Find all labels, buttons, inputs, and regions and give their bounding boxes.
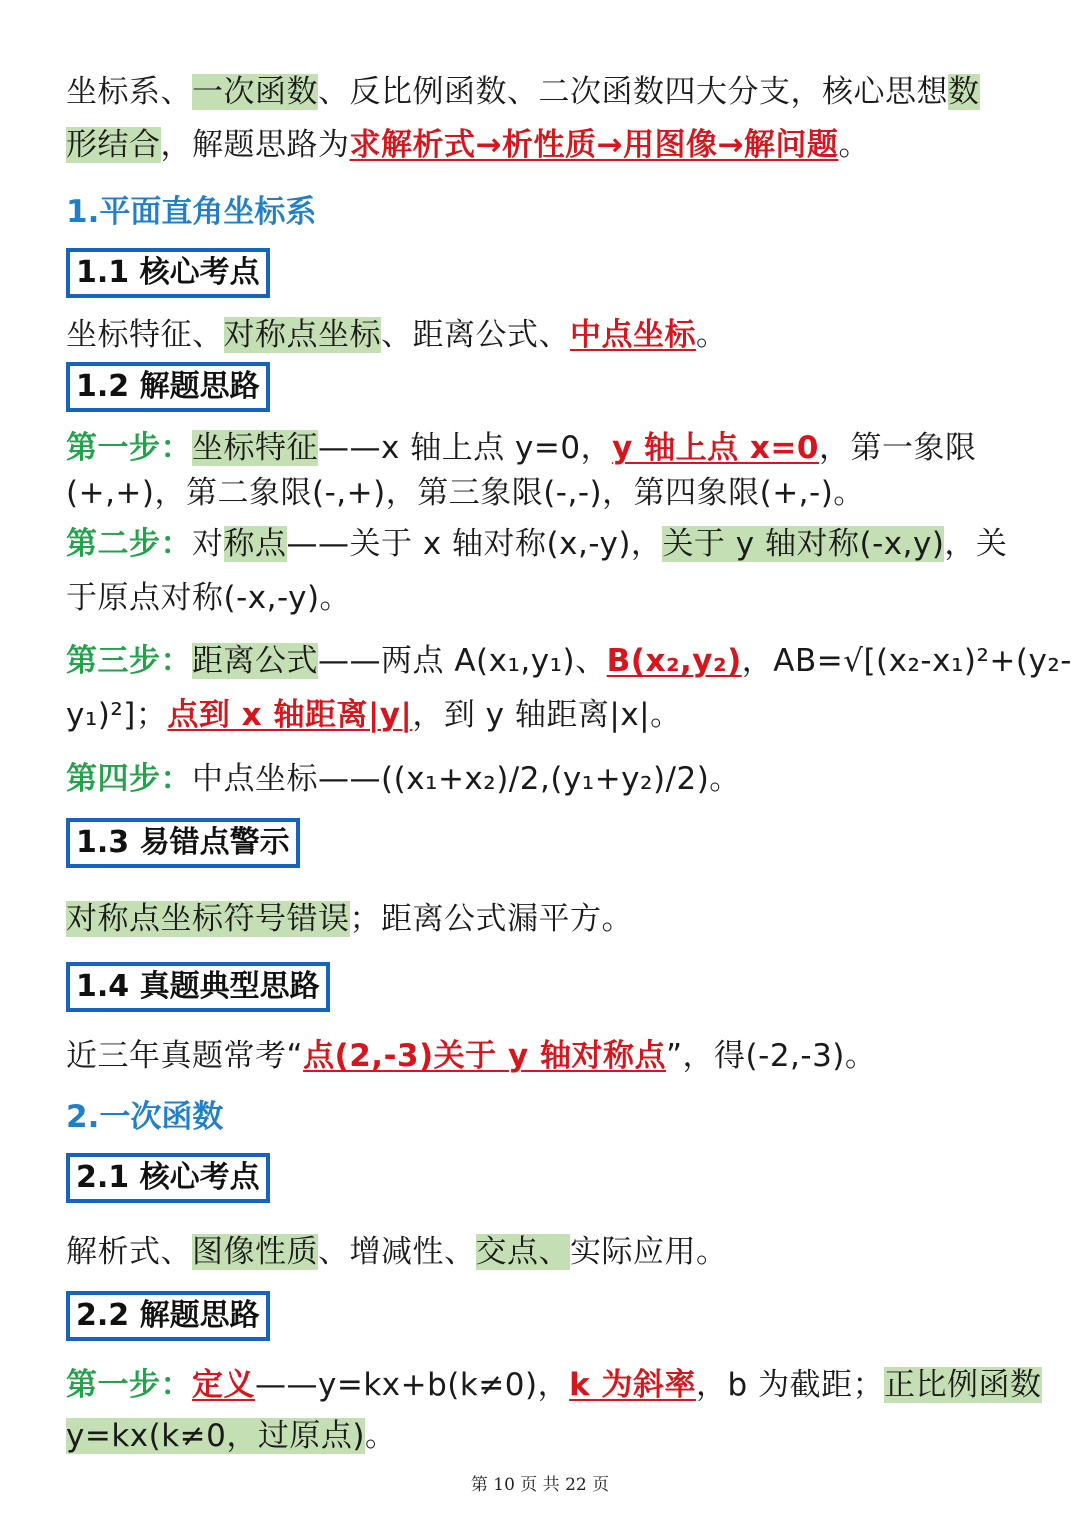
highlight: y=kx(k≠0，过原点) — [66, 1418, 365, 1454]
highlight: 交点、 — [475, 1234, 570, 1270]
section-title-2: 2.一次函数 — [66, 1099, 224, 1135]
subsection-box-1-3: 1.3 易错点警示 — [66, 818, 300, 868]
text: 坐标系、 — [66, 74, 192, 110]
section-title-1: 1.平面直角坐标系 — [66, 194, 317, 230]
text: ——关于 x 轴对称(x,-y)， — [286, 526, 663, 562]
text: 。 — [696, 317, 728, 353]
step-label: 第一步： — [66, 430, 192, 466]
step-label: 第二步： — [66, 526, 192, 562]
highlight: 正比例函数 — [884, 1367, 1042, 1403]
s2-step1-line-2 — [66, 1410, 1020, 1455]
step3-line-1 — [66, 635, 1072, 680]
mistakes-line — [66, 893, 1020, 938]
intro-line-1 — [66, 66, 1020, 111]
step3-line-2 — [66, 689, 1020, 734]
intro-line-2 — [66, 119, 1020, 164]
text: ——x 轴上点 y=0， — [318, 430, 613, 466]
text: ；距离公式漏平方。 — [349, 901, 633, 937]
core-points-line — [66, 309, 1020, 354]
step-label: 第四步： — [66, 761, 192, 797]
text: 坐标特征、 — [66, 317, 224, 353]
emphasis: 定义 — [192, 1367, 255, 1403]
highlight: 形结合 — [66, 127, 161, 163]
s2-step1-line-1 — [66, 1359, 1042, 1404]
subsection-box-2-1: 2.1 核心考点 — [66, 1153, 270, 1203]
highlight: 坐标特征 — [192, 430, 318, 466]
text: ，解题思路为 — [160, 127, 350, 163]
text: ，AB=√[(x₂-x₁)²+(y₂- — [741, 643, 1072, 679]
text: ，第一象限 — [818, 430, 977, 466]
text: 中点坐标——((x₁+x₂)/2,(y₁+y₂)/2)。 — [192, 761, 741, 797]
subsection-box-1-4: 1.4 真题典型思路 — [66, 962, 330, 1012]
highlight: 图像性质 — [192, 1234, 318, 1270]
highlight: 对称点坐标符号错误 — [66, 901, 350, 937]
text: ，b 为截距； — [696, 1367, 885, 1403]
step1-line-2: (+,+)，第二象限(-,+)，第三象限(-,-)，第四象限(+,-)。 — [66, 475, 865, 511]
emphasis: 中点坐标 — [570, 317, 696, 353]
text: y₁)²]； — [66, 697, 168, 733]
step4-line — [66, 753, 1020, 798]
page-footer: 第 10 页 共 22 页 — [470, 1475, 610, 1495]
text: ，到 y 轴距离|x|。 — [412, 697, 682, 733]
subsection-box-1-2: 1.2 解题思路 — [66, 362, 270, 412]
subsection-box-2-2: 2.2 解题思路 — [66, 1291, 270, 1341]
step-label: 第一步： — [66, 1367, 192, 1403]
text: 实际应用。 — [570, 1234, 728, 1270]
text: 近三年真题常考“ — [66, 1038, 304, 1074]
core-points-line-2 — [66, 1226, 1020, 1271]
text: 、反比例函数、二次函数四大分支，核心思想 — [318, 74, 948, 110]
text: 、距离公式、 — [381, 317, 570, 353]
highlight: 一次函数 — [192, 74, 318, 110]
exam-line — [66, 1030, 1020, 1075]
text: ”，得(-2,-3)。 — [665, 1038, 877, 1074]
highlight: 关于 y 轴对称(-x,y) — [662, 526, 945, 562]
text: 。 — [838, 127, 870, 163]
subsection-box-1-1: 1.1 核心考点 — [66, 248, 270, 298]
emphasis: 求解析式→析性质→用图像→解问题 — [349, 127, 839, 163]
text: 。 — [364, 1418, 397, 1454]
text: 对 — [192, 526, 224, 562]
emphasis: y 轴上点 x=0 — [612, 430, 819, 466]
highlight: 距离公式 — [192, 643, 318, 679]
text: ——两点 A(x₁,y₁)、 — [318, 643, 607, 679]
highlight: 对称点坐标 — [223, 317, 381, 353]
emphasis: B(x₂,y₂) — [606, 643, 742, 679]
text: ，关 — [944, 526, 1008, 562]
emphasis: 点到 x 轴距离|y| — [167, 697, 413, 733]
highlight: 数 — [948, 74, 980, 110]
text: ——y=kx+b(k≠0)， — [255, 1367, 570, 1403]
text: 解析式、 — [66, 1234, 192, 1270]
step1-line-1 — [66, 422, 1020, 467]
highlight: 称点 — [223, 526, 287, 562]
step2-line-1 — [66, 518, 1020, 563]
step2-line-2: 于原点对称(-x,-y)。 — [66, 580, 352, 616]
text: 、增减性、 — [318, 1234, 476, 1270]
emphasis: k 为斜率 — [569, 1367, 697, 1403]
step-label: 第三步： — [66, 643, 192, 679]
emphasis: 点(2,-3)关于 y 轴对称点 — [303, 1038, 666, 1074]
